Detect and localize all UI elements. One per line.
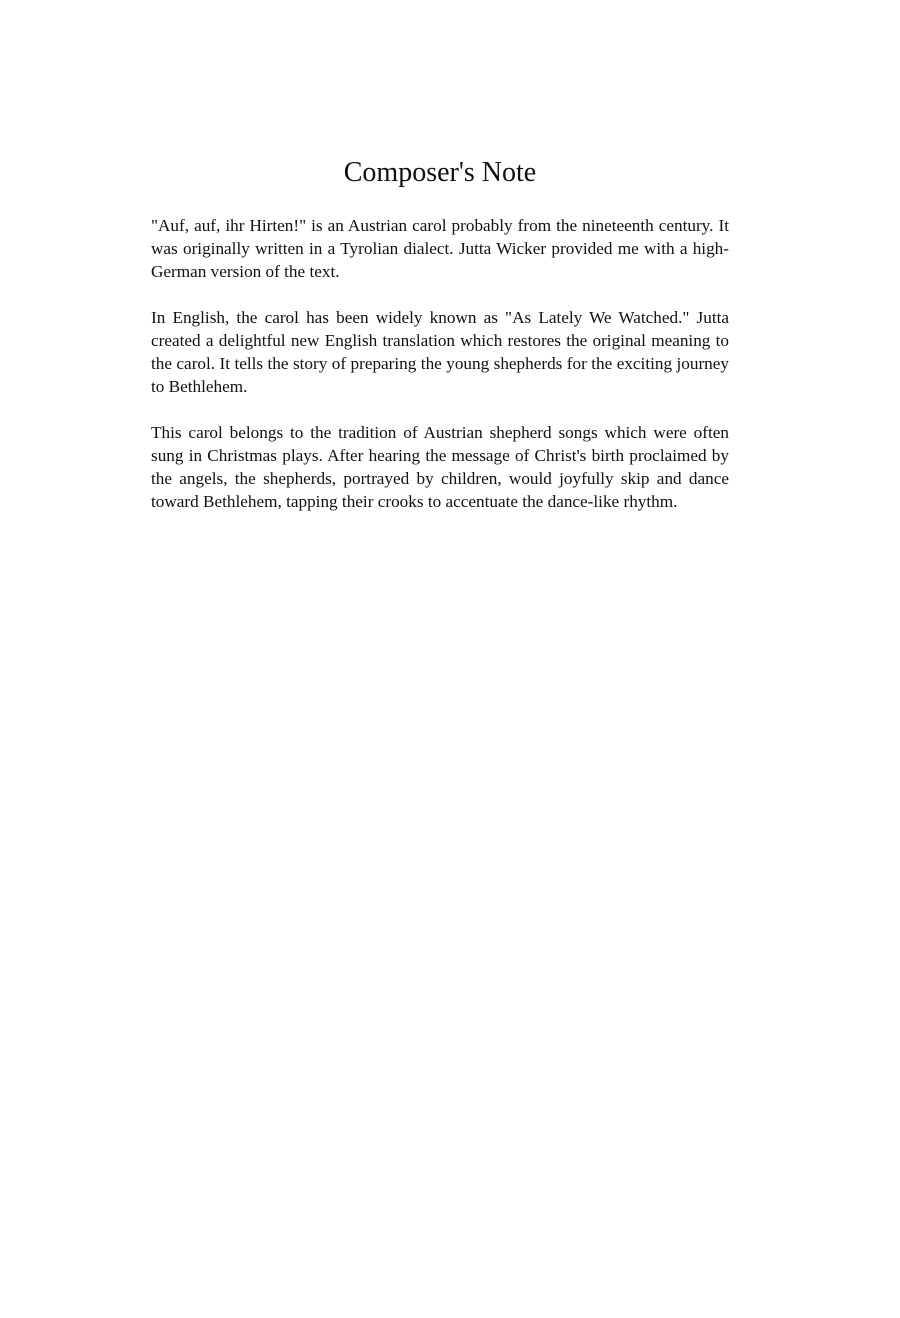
page-title: Composer's Note <box>343 157 537 188</box>
paragraph-translation: In English, the carol has been widely known as "As Lately We Watched." Jutta created a delightful new English translation which restores the original meaning to the carol. It tells the story of preparing the young shepherds for the exciting journey to Bethlehem. <box>151 308 729 396</box>
note-body <box>151 214 729 536</box>
paragraph-origin: "Auf, auf, ihr Hirten!" is an Austrian carol probably from the nineteenth century. It was originally written in a Tyrolian dialect. Jutta Wicker provided me with a high-German version of the text. <box>151 216 729 281</box>
paragraph-tradition: This carol belongs to the tradition of Austrian shepherd songs which were often sung in Christmas plays. After hearing the message of Christ's birth proclaimed by the angels, the shepherds, portrayed by children, would joyfully skip and dance toward Bethlehem, tapping their crooks to accentuate the dance-like rhythm. <box>151 423 729 511</box>
